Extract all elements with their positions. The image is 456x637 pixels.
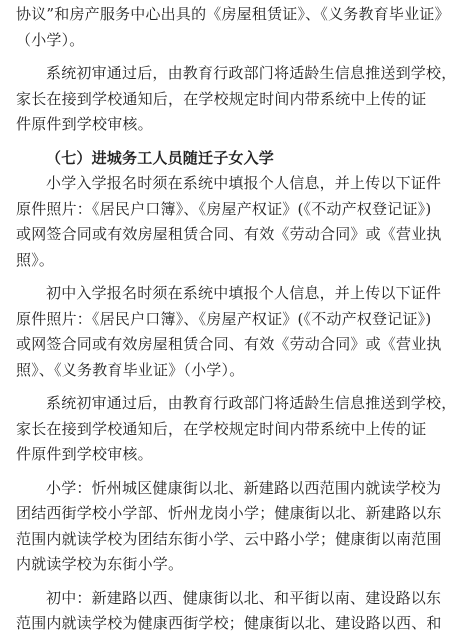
text-line: 范围内就读学校为团结东街小学、云中路小学；健康街以南范围 (16, 529, 442, 548)
text-line: 系统初审通过后，由教育行政部门将适龄生信息推送到学校， (46, 64, 456, 82)
text-line: 范围内就读学校为健康西街学校；健康街以北、建设路以西、和 (16, 614, 442, 632)
text-line: 原件照片：《居民户口簿》、《房屋产权证》(《不动产权登记证》) (16, 309, 432, 328)
text-line: 或网签合同或有效房屋租赁合同、有效《劳动合同》或《营业执 (16, 225, 442, 243)
text-line: 内就读学校为东街小学。 (16, 555, 184, 573)
text-line: 件原件到学校审核。 (16, 445, 153, 463)
text-line: 初中入学报名时须在系统中填报个人信息，并上传以下证件 (46, 284, 442, 302)
text-line: 家长在接到学校通知后，在学校规定时间内带系统中上传的证 (16, 419, 427, 438)
text-line: 系统初审通过后，由教育行政部门将适龄生信息推送到学校， (46, 394, 456, 412)
text-line: 初中：新建路以西、健康街以北、和平街以南、建设路以东 (46, 588, 442, 607)
text-line: 或网签合同或有效房屋租赁合同、有效《劳动合同》或《营业执 (16, 335, 442, 353)
text-line: 团结西街学校小学部、忻州龙岗小学；健康街以北、新建路以东 (16, 504, 442, 522)
text-line: 照》。 (16, 250, 55, 269)
section-heading: （七）进城务工人员随迁子女入学 (46, 148, 275, 167)
text-line: （小学）。 (16, 30, 85, 49)
text-line: 小学：忻州城区健康街以北、新建路以西范围内就读学校为 (46, 478, 442, 497)
text-line: 照》、《义务教育毕业证》（小学）。 (16, 360, 245, 379)
text-line: 家长在接到学校通知后，在学校规定时间内带系统中上传的证 (16, 89, 427, 108)
text-line: 件原件到学校审核。 (16, 115, 153, 133)
text-line: 协议”和房产服务中心出具的《房屋租赁证》、《义务教育毕业证》 (16, 5, 450, 23)
text-line: 小学入学报名时须在系统中填报个人信息，并上传以下证件 (46, 174, 442, 192)
text-line: 原件照片：《居民户口簿》、《房屋产权证》(《不动产权登记证》) (16, 199, 432, 218)
